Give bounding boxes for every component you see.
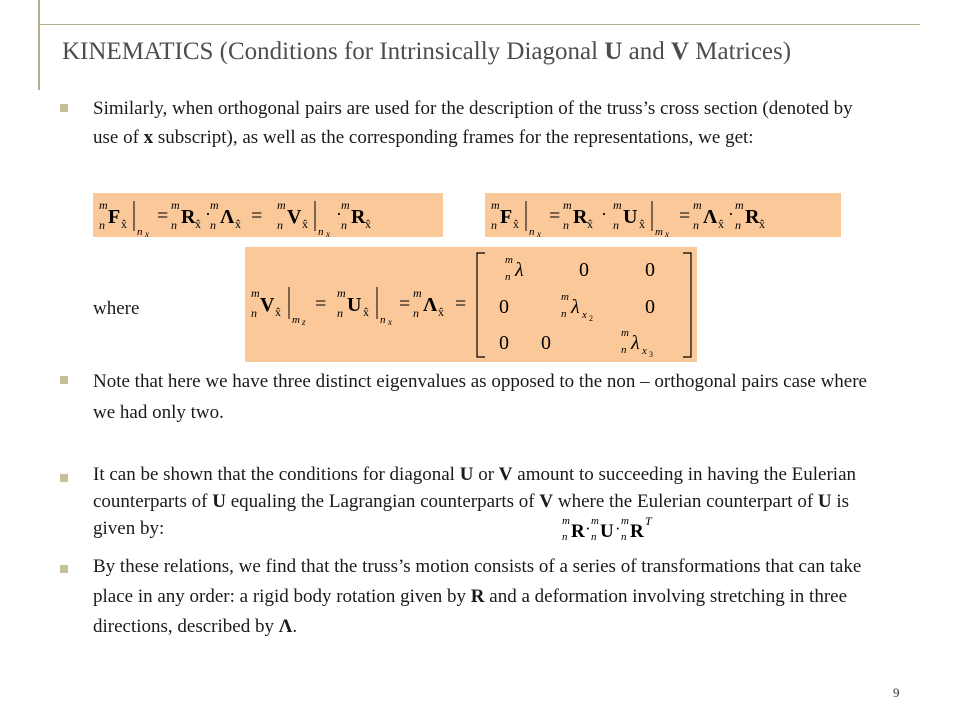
svg-text:x̂: x̂	[365, 217, 371, 231]
svg-text:n: n	[318, 226, 324, 237]
bullet-3-bold-v1: V	[498, 464, 513, 485]
svg-text:·: ·	[336, 204, 342, 224]
svg-text:·: ·	[728, 204, 734, 224]
svg-text:R: R	[630, 521, 644, 542]
svg-text:=: =	[315, 293, 327, 315]
svg-text:Λ: Λ	[703, 206, 718, 228]
svg-text:U: U	[600, 521, 614, 542]
svg-text:x̂: x̂	[587, 217, 593, 231]
title-text: KINEMATICS (Conditions for Intrinsically Diagonal	[62, 38, 605, 65]
svg-text:n: n	[277, 218, 283, 232]
svg-text:0: 0	[645, 259, 655, 281]
svg-text:=: =	[157, 205, 169, 227]
svg-text:0: 0	[645, 296, 655, 318]
svg-text:n: n	[562, 531, 568, 543]
svg-text:=: =	[455, 293, 467, 315]
equation-2-graphic	[485, 193, 841, 237]
svg-text:x: x	[145, 229, 149, 237]
svg-text:R: R	[181, 206, 196, 228]
title-bold-v: V	[670, 38, 690, 65]
svg-text:m: m	[735, 198, 744, 212]
bullet-1-marker	[60, 104, 68, 112]
bullet-2-marker	[60, 376, 68, 384]
svg-text:Λ: Λ	[423, 294, 438, 316]
svg-text:λ: λ	[631, 332, 640, 354]
equation-1-graphic	[93, 193, 443, 237]
svg-text:n: n	[380, 314, 386, 326]
bullet-4-bold-r: R	[470, 586, 485, 607]
svg-text:m: m	[655, 226, 663, 237]
svg-text:n: n	[613, 218, 619, 232]
svg-text:x: x	[326, 229, 330, 237]
equation-3-graphic	[245, 247, 697, 362]
svg-text:x̂: x̂	[235, 217, 241, 231]
svg-text:0: 0	[499, 332, 509, 354]
svg-text:x̂: x̂	[363, 305, 369, 319]
svg-text:3: 3	[649, 350, 653, 359]
svg-text:x: x	[537, 229, 541, 237]
svg-text:x: x	[665, 229, 669, 237]
svg-text:n: n	[137, 226, 143, 237]
svg-text:x: x	[642, 345, 647, 357]
svg-text:m: m	[491, 198, 500, 212]
svg-text:x: x	[582, 309, 587, 321]
svg-text:U: U	[347, 294, 362, 316]
bullet-3-part4: equaling the Lagrangian counterparts of	[225, 491, 540, 512]
svg-text:R: R	[745, 206, 760, 228]
bullet-3-part6: is given by:	[93, 491, 850, 539]
svg-text:n: n	[735, 218, 741, 232]
svg-text:=: =	[251, 205, 263, 227]
svg-text:x̂: x̂	[195, 217, 201, 231]
svg-text:n: n	[621, 531, 627, 543]
bullet-3-bold-v2: V	[539, 491, 554, 512]
title-bold-u: U	[604, 38, 623, 65]
svg-text:Λ: Λ	[220, 206, 235, 228]
svg-text:n: n	[693, 218, 699, 232]
equation-box-f-decomposition-2	[485, 193, 841, 237]
svg-text:x̂: x̂	[275, 305, 281, 319]
bullet-4-text	[93, 552, 893, 642]
svg-text:·: ·	[205, 204, 211, 224]
where-label: where	[93, 298, 140, 319]
slide-title	[62, 38, 791, 66]
svg-text:=: =	[399, 293, 411, 315]
bullet-3-text	[93, 461, 873, 542]
svg-text:z: z	[302, 317, 306, 327]
svg-text:n: n	[563, 218, 569, 232]
svg-text:m: m	[563, 198, 572, 212]
svg-text:m: m	[693, 198, 702, 212]
svg-text:·: ·	[601, 204, 607, 224]
svg-text:m: m	[341, 198, 350, 212]
bullet-3-part5: where the Eulerian counterpart of	[553, 491, 818, 512]
svg-text:m: m	[251, 286, 260, 300]
bullet-1-bold-x: x	[143, 127, 154, 148]
svg-text:x̂: x̂	[759, 217, 765, 231]
page-number: 9	[893, 685, 900, 700]
svg-text:0: 0	[579, 259, 589, 281]
bullet-1-part2: subscript), as well as the corresponding frames for the representations, we get:	[153, 127, 754, 148]
svg-text:n: n	[491, 218, 497, 232]
svg-text:m: m	[413, 286, 422, 300]
svg-text:n: n	[341, 218, 347, 232]
svg-text:n: n	[251, 306, 257, 320]
svg-text:R: R	[571, 521, 585, 542]
svg-text:·: ·	[585, 519, 591, 538]
svg-text:m: m	[562, 515, 570, 527]
title-suffix: Matrices)	[689, 38, 792, 65]
svg-text:x̂: x̂	[302, 217, 308, 231]
svg-text:m: m	[99, 198, 108, 212]
svg-text:m: m	[561, 291, 569, 303]
svg-text:n: n	[621, 344, 627, 356]
eulerian-formula-graphic	[560, 513, 720, 543]
svg-text:m: m	[505, 254, 513, 266]
svg-text:U: U	[623, 206, 638, 228]
bullet-3-bold-u2: U	[212, 491, 226, 512]
svg-text:n: n	[591, 531, 597, 543]
equation-box-diagonal-matrix	[245, 247, 697, 362]
svg-text:=: =	[679, 205, 691, 227]
svg-text:m: m	[621, 515, 629, 527]
equation-box-f-decomposition-1	[93, 193, 443, 237]
bullet-1-text	[93, 94, 873, 152]
title-and: and	[622, 38, 671, 65]
svg-text:n: n	[561, 308, 567, 320]
bullet-3-marker	[60, 474, 68, 482]
bullet-3-part3: amount to succeeding in having the Eulerian counterparts of	[93, 464, 856, 512]
bullet-4-part2: and a deformation involving stretching in three directions, described by	[93, 586, 848, 637]
title-decoration-horizontal-line	[40, 24, 920, 25]
svg-text:2: 2	[589, 314, 593, 323]
svg-text:F: F	[500, 206, 513, 228]
svg-text:n: n	[99, 218, 105, 232]
svg-text:=: =	[549, 205, 561, 227]
svg-text:m: m	[210, 198, 219, 212]
svg-text:m: m	[613, 198, 622, 212]
svg-text:n: n	[210, 218, 216, 232]
svg-text:V: V	[260, 294, 275, 316]
svg-text:m: m	[292, 314, 300, 326]
svg-text:λ: λ	[515, 259, 524, 281]
bullet-2-text: Note that here we have three distinct eigenvalues as opposed to the non – orthogonal pairs case where we had only two.	[93, 371, 867, 423]
svg-text:x: x	[388, 317, 392, 327]
svg-text:x̂: x̂	[513, 217, 519, 231]
bullet-1-part1: Similarly, when orthogonal pairs are used for the description of the truss’s cross section (denoted by use of	[93, 98, 853, 148]
bullet-4-part3: .	[292, 616, 298, 637]
title-decoration-vertical-line	[38, 0, 40, 90]
svg-text:T: T	[645, 514, 652, 528]
svg-text:x̂: x̂	[121, 217, 127, 231]
svg-text:n: n	[529, 226, 535, 237]
svg-text:0: 0	[541, 332, 551, 354]
svg-text:n: n	[413, 306, 419, 320]
svg-text:n: n	[337, 306, 343, 320]
svg-text:x̂: x̂	[639, 217, 645, 231]
bullet-4-marker	[60, 565, 68, 573]
bullet-3-bold-u3: U	[817, 491, 832, 512]
svg-text:m: m	[277, 198, 286, 212]
svg-text:n: n	[505, 271, 511, 283]
eulerian-counterpart-formula	[560, 513, 720, 548]
svg-text:F: F	[108, 206, 121, 228]
svg-text:R: R	[573, 206, 588, 228]
svg-text:m: m	[337, 286, 346, 300]
svg-text:x̂: x̂	[718, 217, 724, 231]
bullet-3-bold-u1: U	[459, 464, 474, 485]
bullet-3-part1: It can be shown that the conditions for diagonal	[93, 464, 460, 485]
svg-text:x̂: x̂	[438, 305, 444, 319]
svg-text:λ: λ	[571, 296, 580, 318]
svg-text:V: V	[287, 206, 302, 228]
bullet-3-part2: or	[473, 464, 499, 485]
svg-text:m: m	[171, 198, 180, 212]
svg-text:0: 0	[499, 296, 509, 318]
svg-text:n: n	[171, 218, 177, 232]
bullet-4-part1: By these relations, we find that the truss’s motion consists of a series of transformations that can take place in any order: a rigid body rotation given by	[93, 556, 862, 607]
svg-text:·: ·	[615, 519, 621, 538]
svg-text:m: m	[621, 327, 629, 339]
svg-text:R: R	[351, 206, 366, 228]
bullet-4-bold-lambda: Λ	[278, 616, 293, 637]
svg-text:m: m	[591, 515, 599, 527]
